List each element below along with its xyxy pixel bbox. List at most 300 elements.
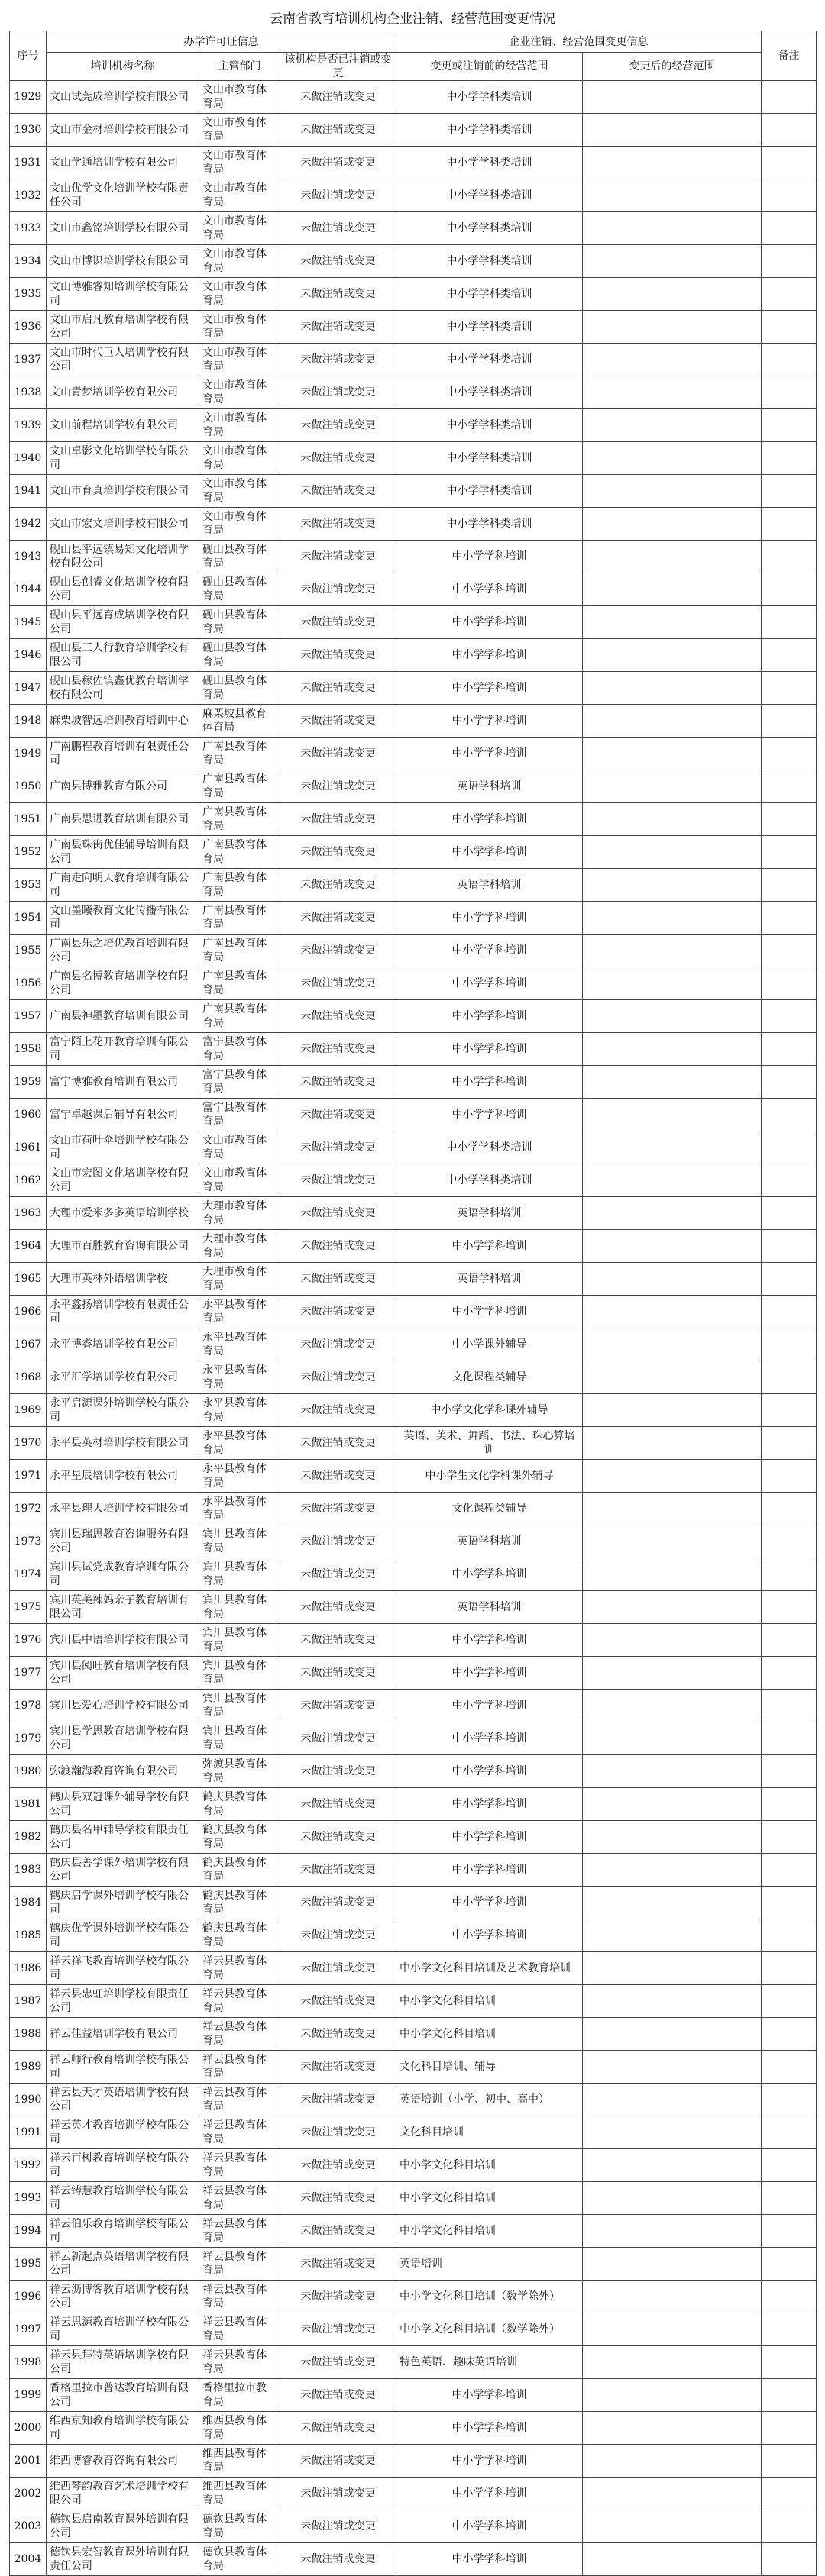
cell-scope-after [583,639,762,672]
table-row [10,2281,817,2313]
cell-scope-before: 中小学学科培训 [396,1000,583,1033]
cell-seq: 1972 [10,1493,47,1525]
cell-scope-after [583,442,762,475]
cell-scope-before: 中小学学科培训 [396,2412,583,2445]
cell-department: 维西县教育体育局 [199,2412,280,2445]
cell-institution-name: 永平县英材培训学校有限公司 [47,1427,199,1460]
cell-department: 文山市教育体育局 [199,179,280,212]
cell-seq: 1961 [10,1131,47,1164]
table-row [10,573,817,606]
cell-institution-name: 广南走向明天教育培训有限公司 [47,869,199,902]
cell-scope-after [583,1361,762,1394]
cell-seq: 2001 [10,2445,47,2478]
cell-note [762,179,817,212]
cell-scope-before: 中小学学科培训 [396,1722,583,1755]
cell-status: 未做注销或变更 [280,2510,396,2543]
cell-note [762,803,817,836]
cell-note [762,1887,817,1919]
cell-scope-after [583,967,762,1000]
cell-department: 文山市教育体育局 [199,409,280,442]
cell-institution-name: 广南县珠街优佳辅导培训有限公司 [47,836,199,869]
cell-status: 未做注销或变更 [280,738,396,770]
cell-note [762,2346,817,2379]
cell-status: 未做注销或变更 [280,672,396,705]
cell-note [762,442,817,475]
cell-status: 未做注销或变更 [280,1296,396,1328]
cell-institution-name: 维西京知教育培训学校有限公司 [47,2412,199,2445]
cell-note [762,770,817,803]
cell-note [762,1985,817,2018]
cell-institution-name: 文山优学文化培训学校有限责任公司 [47,179,199,212]
table-row [10,869,817,902]
cell-scope-before: 中小学学科培训 [396,705,583,738]
cell-scope-before: 中小学学科培训 [396,2379,583,2412]
cell-scope-after [583,2543,762,2576]
cell-note [762,1788,817,1821]
cell-seq: 1990 [10,2084,47,2116]
table-row [10,1755,817,1788]
table-row [10,1066,817,1099]
cell-institution-name: 砚山县三人行教育培训学校有限公司 [47,639,199,672]
cell-institution-name: 祥云师行教育培训学校有限公司 [47,2051,199,2084]
cell-scope-after [583,902,762,935]
cell-status: 未做注销或变更 [280,1066,396,1099]
cell-status: 未做注销或变更 [280,2051,396,2084]
cell-status: 未做注销或变更 [280,2412,396,2445]
cell-institution-name: 广南县神墨教育培训有限公司 [47,1000,199,1033]
cell-department: 文山市教育体育局 [199,1131,280,1164]
cell-seq: 1954 [10,902,47,935]
cell-department: 维西县教育体育局 [199,2445,280,2478]
cell-seq: 1993 [10,2182,47,2215]
cell-seq: 1968 [10,1361,47,1394]
cell-status: 未做注销或变更 [280,1558,396,1591]
cell-scope-after [583,935,762,967]
cell-note [762,1230,817,1263]
cell-scope-before: 中小学学科类培训 [396,212,583,245]
cell-institution-name: 文山卓影文化培训学校有限公司 [47,442,199,475]
cell-scope-before: 特色英语、趣味英语培训 [396,2346,583,2379]
cell-department: 砚山县教育体育局 [199,639,280,672]
cell-status: 未做注销或变更 [280,1887,396,1919]
cell-status: 未做注销或变更 [280,245,396,278]
cell-institution-name: 文山市宏图文化培训学校有限公司 [47,1164,199,1197]
cell-status: 未做注销或变更 [280,344,396,376]
table-row [10,2543,817,2576]
header-license-group: 办学许可证信息 [47,31,396,53]
cell-seq: 1976 [10,1624,47,1657]
cell-status: 未做注销或变更 [280,541,396,573]
cell-scope-before: 中小学学科培训 [396,1690,583,1722]
table-row [10,770,817,803]
cell-institution-name: 文山市荷叶伞培训学校有限公司 [47,1131,199,1164]
table-row [10,2510,817,2543]
cell-scope-before: 英语学科培训 [396,1197,583,1230]
table-row [10,1328,817,1361]
cell-note [762,1328,817,1361]
cell-status: 未做注销或变更 [280,573,396,606]
table-row [10,1460,817,1493]
cell-scope-after [583,409,762,442]
cell-seq: 1942 [10,508,47,541]
cell-scope-before: 英语学科培训 [396,869,583,902]
cell-scope-before: 中小学学科类培训 [396,1164,583,1197]
cell-scope-before: 中小学学科类培训 [396,147,583,179]
cell-scope-before: 中小学学科培训 [396,1657,583,1690]
cell-scope-before: 文化课程类辅导 [396,1361,583,1394]
cell-department: 文山市教育体育局 [199,278,280,311]
cell-department: 永平县教育体育局 [199,1296,280,1328]
cell-scope-after [583,1722,762,1755]
cell-department: 永平县教育体育局 [199,1427,280,1460]
cell-note [762,311,817,344]
cell-scope-after [583,212,762,245]
table-row [10,639,817,672]
cell-scope-before: 中小学文化科目培训 [396,2215,583,2248]
cell-institution-name: 永平启源课外培训学校有限公司 [47,1394,199,1427]
cell-seq: 1974 [10,1558,47,1591]
cell-scope-before: 中小学课外辅导 [396,1328,583,1361]
header-row-2 [10,53,817,81]
cell-status: 未做注销或变更 [280,1854,396,1887]
cell-seq: 1960 [10,1099,47,1131]
cell-seq: 1950 [10,770,47,803]
table-row [10,2412,817,2445]
cell-department: 宾川县教育体育局 [199,1722,280,1755]
cell-status: 未做注销或变更 [280,639,396,672]
table-row [10,1558,817,1591]
cell-scope-after [583,2051,762,2084]
cell-scope-after [583,344,762,376]
cell-status: 未做注销或变更 [280,2215,396,2248]
cell-institution-name: 弥渡瀚海教育咨询有限公司 [47,1755,199,1788]
table-row [10,1493,817,1525]
cell-note [762,1919,817,1952]
cell-department: 文山市教育体育局 [199,344,280,376]
cell-scope-before: 中小学学科培训 [396,1066,583,1099]
cell-status: 未做注销或变更 [280,2445,396,2478]
cell-institution-name: 祥云沥博客教育培训学校有限公司 [47,2281,199,2313]
cell-seq: 1934 [10,245,47,278]
cell-scope-after [583,1624,762,1657]
cell-seq: 1989 [10,2051,47,2084]
cell-scope-before: 中小学学科培训 [396,836,583,869]
cell-seq: 2002 [10,2478,47,2510]
cell-scope-before: 中小学学科培训 [396,541,583,573]
cell-institution-name: 永平星辰培训学校有限公司 [47,1460,199,1493]
cell-scope-before: 英语学科培训 [396,1525,583,1558]
cell-scope-before: 中小学文化科目培训 [396,2182,583,2215]
cell-status: 未做注销或变更 [280,902,396,935]
cell-institution-name: 砚山县平远镇易知文化培训学校有限公司 [47,541,199,573]
cell-institution-name: 香格里拉市普达教育培训有限公司 [47,2379,199,2412]
cell-scope-before: 中小学文化科目培训 [396,2149,583,2182]
cell-seq: 1991 [10,2116,47,2149]
cell-status: 未做注销或变更 [280,114,396,147]
cell-status: 未做注销或变更 [280,1000,396,1033]
cell-institution-name: 永平博睿培训学校有限公司 [47,1328,199,1361]
cell-scope-after [583,2084,762,2116]
cell-department: 砚山县教育体育局 [199,573,280,606]
cell-department: 砚山县教育体育局 [199,541,280,573]
cell-status: 未做注销或变更 [280,2248,396,2281]
cell-note [762,1263,817,1296]
cell-scope-before: 中小学学科培训 [396,573,583,606]
cell-scope-before: 中小学学科类培训 [396,179,583,212]
cell-institution-name: 维西琴韵教育艺术培训学校有限公司 [47,2478,199,2510]
cell-institution-name: 祥云县忠虹培训学校有限责任公司 [47,1985,199,2018]
cell-note [762,967,817,1000]
cell-scope-before: 中小学学科类培训 [396,278,583,311]
cell-scope-before: 中小学学科培训 [396,606,583,639]
cell-scope-after [583,1821,762,1854]
cell-status: 未做注销或变更 [280,2478,396,2510]
cell-seq: 1933 [10,212,47,245]
cell-status: 未做注销或变更 [280,1821,396,1854]
cell-status: 未做注销或变更 [280,1591,396,1624]
cell-seq: 1944 [10,573,47,606]
cell-status: 未做注销或变更 [280,935,396,967]
cell-scope-after [583,1427,762,1460]
cell-seq: 1995 [10,2248,47,2281]
table-row [10,836,817,869]
cell-note [762,606,817,639]
cell-institution-name: 维西博睿教育咨询有限公司 [47,2445,199,2478]
cell-scope-after [583,2281,762,2313]
cell-scope-after [583,1328,762,1361]
cell-scope-after [583,1296,762,1328]
cell-institution-name: 宾川县中语培训学校有限公司 [47,1624,199,1657]
cell-department: 鹤庆县教育体育局 [199,1821,280,1854]
table-row [10,541,817,573]
cell-note [762,1164,817,1197]
cell-seq: 1979 [10,1722,47,1755]
cell-note [762,639,817,672]
cell-scope-before: 文化科目培训、辅导 [396,2051,583,2084]
cell-scope-before: 中小学学科培训 [396,1919,583,1952]
cell-seq: 1932 [10,179,47,212]
cell-note [762,475,817,508]
table-row [10,1591,817,1624]
cell-department: 祥云县教育体育局 [199,2018,280,2051]
cell-scope-after [583,672,762,705]
cell-status: 未做注销或变更 [280,1755,396,1788]
cell-status: 未做注销或变更 [280,1460,396,1493]
cell-department: 永平县教育体育局 [199,1460,280,1493]
cell-note [762,902,817,935]
cell-scope-after [583,2149,762,2182]
cell-status: 未做注销或变更 [280,1657,396,1690]
cell-institution-name: 文山前程培训学校有限公司 [47,409,199,442]
cell-scope-before: 中小学学科培训 [396,1033,583,1066]
cell-scope-before: 中小学学科培训 [396,1821,583,1854]
table-row [10,311,817,344]
cell-scope-after [583,2018,762,2051]
cell-status: 未做注销或变更 [280,147,396,179]
cell-scope-after [583,836,762,869]
cell-status: 未做注销或变更 [280,1788,396,1821]
cell-seq: 1980 [10,1755,47,1788]
cell-status: 未做注销或变更 [280,409,396,442]
table-row [10,1952,817,1985]
cell-seq: 1994 [10,2215,47,2248]
cell-status: 未做注销或变更 [280,442,396,475]
cell-seq: 1964 [10,1230,47,1263]
cell-seq: 1999 [10,2379,47,2412]
cell-seq: 1948 [10,705,47,738]
header-name: 培训机构名称 [47,53,199,81]
cell-seq: 1938 [10,376,47,409]
table-row [10,1525,817,1558]
table-row [10,2116,817,2149]
cell-scope-after [583,1952,762,1985]
table-row [10,1722,817,1755]
table-row [10,1624,817,1657]
cell-scope-before: 中小学学科类培训 [396,1131,583,1164]
cell-note [762,1000,817,1033]
cell-status: 未做注销或变更 [280,1493,396,1525]
cell-note [762,1460,817,1493]
cell-seq: 1969 [10,1394,47,1427]
cell-department: 宾川县教育体育局 [199,1690,280,1722]
header-status: 该机构是否已注销或变更 [280,53,396,81]
cell-department: 鹤庆县教育体育局 [199,1854,280,1887]
cell-scope-before: 中小学学科培训 [396,803,583,836]
cell-department: 德钦县教育体育局 [199,2510,280,2543]
cell-scope-before: 中小学学科培训 [396,2510,583,2543]
cell-seq: 1943 [10,541,47,573]
cell-scope-before: 中小学文化科目培训 [396,2018,583,2051]
cell-seq: 1958 [10,1033,47,1066]
cell-note [762,1099,817,1131]
cell-note [762,672,817,705]
cell-institution-name: 广南县博雅教育有限公司 [47,770,199,803]
cell-status: 未做注销或变更 [280,1361,396,1394]
cell-scope-after [583,179,762,212]
cell-institution-name: 德钦县宏智教育课外培训有限责任公司 [47,2543,199,2576]
cell-institution-name: 富宁陌上花开教育培训有限公司 [47,1033,199,1066]
cell-department: 广南县教育体育局 [199,902,280,935]
cell-institution-name: 宾川县试党成教育培训有限公司 [47,1558,199,1591]
cell-department: 广南县教育体育局 [199,836,280,869]
cell-status: 未做注销或变更 [280,278,396,311]
cell-status: 未做注销或变更 [280,1033,396,1066]
cell-department: 宾川县教育体育局 [199,1525,280,1558]
cell-institution-name: 文山市鑫铭培训学校有限公司 [47,212,199,245]
header-note: 备注 [762,31,817,81]
table-row [10,672,817,705]
cell-department: 砚山县教育体育局 [199,606,280,639]
table-row [10,2051,817,2084]
cell-institution-name: 祥云县天才英语培训学校有限公司 [47,2084,199,2116]
cell-note [762,2051,817,2084]
cell-scope-after [583,2346,762,2379]
cell-department: 文山市教育体育局 [199,508,280,541]
cell-department: 宾川县教育体育局 [199,1558,280,1591]
cell-scope-before: 中小学学科培训 [396,672,583,705]
cell-scope-after [583,1033,762,1066]
cell-department: 大理市教育体育局 [199,1230,280,1263]
cell-seq: 1940 [10,442,47,475]
cell-seq: 1985 [10,1919,47,1952]
cell-scope-before: 中小学生文化学科课外辅导 [396,1460,583,1493]
cell-scope-before: 中小学学科培训 [396,1755,583,1788]
cell-institution-name: 祥云新起点英语培训学校有限公司 [47,2248,199,2281]
cell-scope-after [583,2182,762,2215]
cell-note [762,2084,817,2116]
cell-status: 未做注销或变更 [280,2116,396,2149]
cell-seq: 1951 [10,803,47,836]
table-row [10,1164,817,1197]
cell-scope-after [583,1197,762,1230]
cell-scope-after [583,1985,762,2018]
cell-seq: 2003 [10,2510,47,2543]
cell-scope-before: 中小学学科类培训 [396,409,583,442]
cell-scope-before: 中小学学科类培训 [396,475,583,508]
cell-status: 未做注销或变更 [280,1525,396,1558]
cell-scope-after [583,2478,762,2510]
cell-note [762,1296,817,1328]
cell-note [762,2149,817,2182]
cell-department: 祥云县教育体育局 [199,2248,280,2281]
cell-scope-after [583,1591,762,1624]
cell-institution-name: 砚山县创睿文化培训学校有限公司 [47,573,199,606]
cell-institution-name: 祥云百树教育培训学校有限公司 [47,2149,199,2182]
cell-scope-before: 中小学学科类培训 [396,442,583,475]
cell-note [762,2313,817,2346]
cell-institution-name: 永平鑫扬培训学校有限责任公司 [47,1296,199,1328]
cell-scope-before: 中小学学科培训 [396,1624,583,1657]
cell-department: 祥云县教育体育局 [199,2346,280,2379]
table-row [10,2215,817,2248]
cell-status: 未做注销或变更 [280,2149,396,2182]
cell-status: 未做注销或变更 [280,836,396,869]
cell-note [762,1854,817,1887]
cell-status: 未做注销或变更 [280,1722,396,1755]
cell-seq: 1971 [10,1460,47,1493]
cell-scope-before: 英语培训（小学、初中、高中） [396,2084,583,2116]
cell-scope-before: 中小学文化科目培训 [396,1985,583,2018]
cell-note [762,376,817,409]
cell-department: 文山市教育体育局 [199,376,280,409]
cell-scope-after [583,1755,762,1788]
table-row [10,738,817,770]
header-change-group: 企业注销、经营范围变更信息 [396,31,762,53]
cell-scope-before: 中小学学科培训 [396,967,583,1000]
table-body [10,81,817,2576]
cell-department: 鹤庆县教育体育局 [199,1919,280,1952]
cell-scope-before: 中小学学科类培训 [396,245,583,278]
cell-scope-before: 中小学学科培训 [396,1230,583,1263]
cell-seq: 1962 [10,1164,47,1197]
table-row [10,179,817,212]
cell-department: 香格里拉市教育局 [199,2379,280,2412]
cell-note [762,1525,817,1558]
cell-department: 祥云县教育体育局 [199,2182,280,2215]
cell-scope-after [583,508,762,541]
cell-institution-name: 祥云佳益培训学校有限公司 [47,2018,199,2051]
cell-institution-name: 广南鹏程教育培训有限责任公司 [47,738,199,770]
cell-note [762,2248,817,2281]
cell-department: 砚山县教育体育局 [199,672,280,705]
document-title: 云南省教育培训机构企业注销、经营范围变更情况 [270,11,555,27]
cell-scope-after [583,738,762,770]
cell-scope-after [583,573,762,606]
cell-scope-after [583,147,762,179]
cell-seq: 1986 [10,1952,47,1985]
cell-institution-name: 德钦县启南教育课外培训有限公司 [47,2510,199,2543]
cell-note [762,1394,817,1427]
